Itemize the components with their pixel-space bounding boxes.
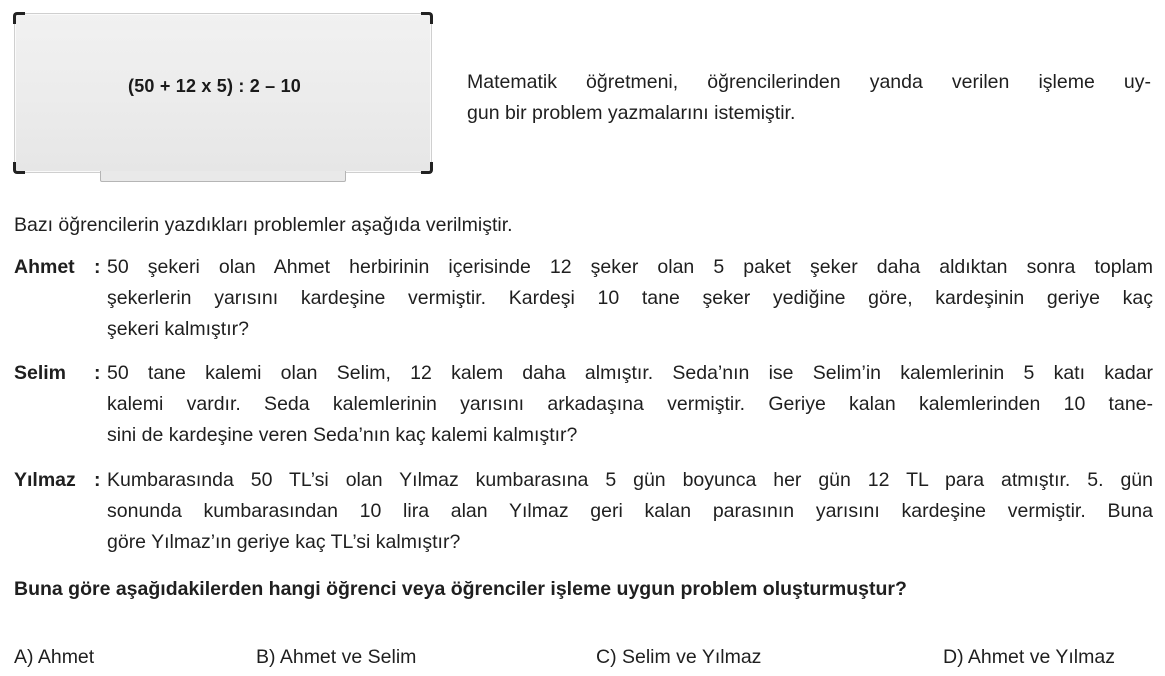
question-text: Buna göre aşağıdakilerden hangi öğrenci veya öğrenciler işleme uygun problem oluşturmuştur?	[14, 578, 907, 600]
option-c[interactable]: C) Selim ve Yılmaz	[596, 646, 762, 668]
problem-line: şekerlerin yarısını kardeşine vermiştir. Kardeşi 10 tane şeker yediğine göre, kardeşinin geriye kaç	[107, 287, 1153, 309]
student-problem-yilmaz	[107, 465, 1153, 558]
student-problem-ahmet	[107, 252, 1153, 345]
problem-line: sini de kardeşine veren Seda’nın kaç kalemi kalmıştır?	[107, 424, 578, 446]
problem-line: 50 şekeri olan Ahmet herbirinin içerisinde 12 şeker olan 5 paket şeker daha aldıktan sonra toplam	[107, 256, 1153, 278]
problem-line: Kumbarasında 50 TL’si olan Yılmaz kumbarasına 5 gün boyunca her gün 12 TL para atmıştır. 5. gün	[107, 469, 1153, 491]
lead-text: Bazı öğrencilerin yazdıkları problemler aşağıda verilmiştir.	[14, 214, 513, 236]
intro-line: Matematik öğretmeni, öğrencilerinden yanda verilen işleme uy-	[467, 71, 1151, 93]
student-name-ahmet: Ahmet	[14, 256, 75, 278]
problem-line: sonunda kumbarasından 10 lira alan Yılmaz geri kalan parasının yarısını kardeşine vermiştir. Buna	[107, 500, 1153, 522]
whiteboard-corner	[421, 162, 433, 174]
problem-line: göre Yılmaz’ın geriye kaç TL’si kalmıştır?	[107, 531, 461, 553]
student-name-selim: Selim	[14, 362, 67, 384]
student-colon: :	[94, 256, 101, 278]
whiteboard-tray	[100, 171, 346, 182]
student-colon: :	[94, 469, 101, 491]
option-b[interactable]: B) Ahmet ve Selim	[256, 646, 417, 668]
problem-line: şekeri kalmıştır?	[107, 318, 249, 340]
whiteboard-corner	[13, 162, 25, 174]
option-a[interactable]: A) Ahmet	[14, 646, 95, 668]
problem-line: kalemi vardır. Seda kalemlerinin yarısını arkadaşına vermiştir. Geriye kalan kalemlerinden 10 tane-	[107, 393, 1153, 415]
intro-line: gun bir problem yazmalarını istemiştir.	[467, 102, 796, 124]
student-problem-selim	[107, 358, 1153, 451]
intro-text	[467, 67, 1151, 129]
student-name-yilmaz: Yılmaz	[14, 469, 76, 491]
whiteboard-corner	[421, 12, 433, 24]
option-d[interactable]: D) Ahmet ve Yılmaz	[943, 646, 1115, 668]
student-colon: :	[94, 362, 101, 384]
whiteboard-corner	[13, 12, 25, 24]
board-expression: (50 + 12 x 5) : 2 – 10	[128, 76, 302, 96]
problem-line: 50 tane kalemi olan Selim, 12 kalem daha almıştır. Seda’nın ise Selim’in kalemlerinin 5 katı kadar	[107, 362, 1153, 384]
